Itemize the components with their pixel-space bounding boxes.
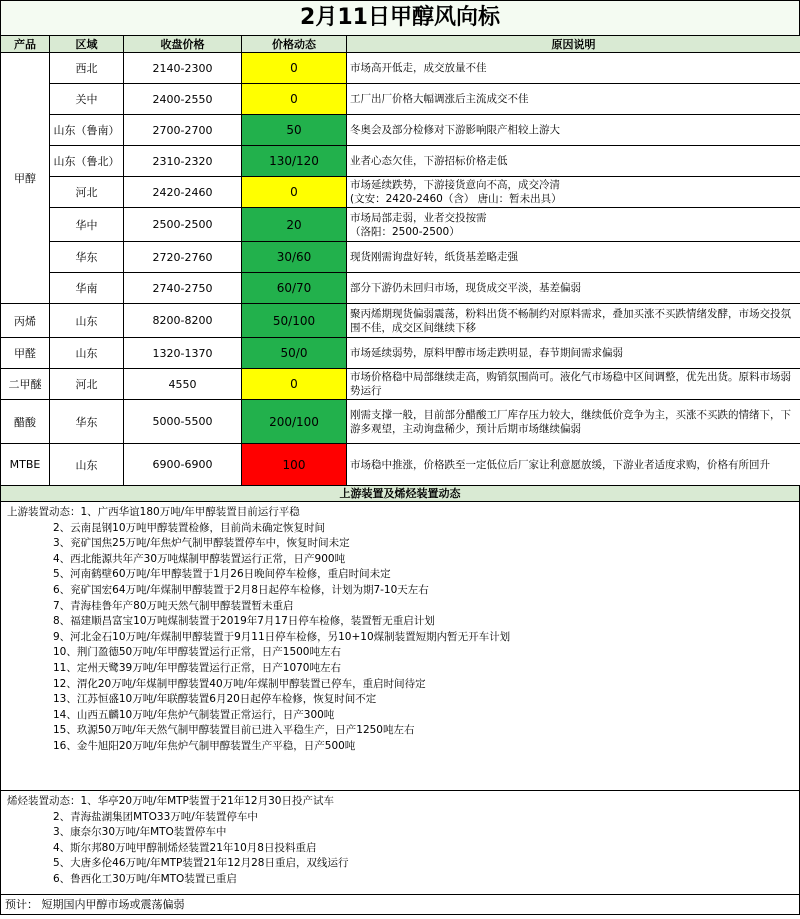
upstream-item: 12、渭化20万吨/年煤制甲醇装置40万吨/年煤制甲醇装置已停车，重启时间待定 bbox=[53, 677, 426, 690]
table-row bbox=[1, 304, 800, 338]
forecast-text: 短期国内甲醇市场或震荡偏弱 bbox=[41, 898, 185, 911]
product-cell: 丙烯 bbox=[1, 304, 50, 338]
region-cell: 华南 bbox=[50, 273, 124, 304]
price-cell: 6900-6900 bbox=[124, 444, 242, 486]
page-title: 2月11日甲醇风向标 bbox=[0, 0, 800, 35]
region-cell: 山东（鲁南） bbox=[50, 115, 124, 146]
table-row bbox=[1, 242, 800, 273]
price-table-body bbox=[1, 53, 800, 486]
reason-cell: 市场延续弱势，原料甲醇市场走跌明显，春节期间需求偏弱 bbox=[347, 338, 800, 369]
olefin-item: 5、大唐多伦46万吨/年MTP装置21年12月28日重启，双线运行 bbox=[53, 857, 349, 870]
olefin-item: 4、斯尔邦80万吨甲醇制烯烃装置21年10月8日投料重启 bbox=[53, 841, 317, 854]
change-cell: 0 bbox=[242, 177, 347, 208]
reason-cell: 工厂出厂价格大幅调涨后主流成交不佳 bbox=[347, 84, 800, 115]
upstream-item: 16、金牛旭阳20万吨/年焦炉气制甲醇装置生产平稳，日产500吨 bbox=[53, 739, 356, 752]
table-row bbox=[1, 84, 800, 115]
table-row bbox=[1, 115, 800, 146]
price-cell: 5000-5500 bbox=[124, 400, 242, 444]
upstream-dynamics bbox=[0, 502, 800, 791]
reason-cell: 冬奥会及部分检修对下游影响限产相较上游大 bbox=[347, 115, 800, 146]
price-cell: 4550 bbox=[124, 369, 242, 400]
change-cell: 60/70 bbox=[242, 273, 347, 304]
region-cell: 华中 bbox=[50, 208, 124, 242]
table-row bbox=[1, 177, 800, 208]
price-cell: 2140-2300 bbox=[124, 53, 242, 84]
product-cell: 二甲醚 bbox=[1, 369, 50, 400]
table-row bbox=[1, 338, 800, 369]
reason-cell: 聚丙烯期现货偏弱震荡，粉料出货不畅制约对原料需求，叠加买涨不买跌情绪发酵，市场交投氛围不佳，成交区间继续下移 bbox=[347, 304, 800, 338]
price-cell: 2500-2500 bbox=[124, 208, 242, 242]
change-cell: 50/100 bbox=[242, 304, 347, 338]
upstream-list bbox=[7, 521, 793, 755]
region-cell: 山东 bbox=[50, 338, 124, 369]
header-product: 产品 bbox=[1, 36, 50, 53]
olefin-item: 6、鲁西化工30万吨/年MTO装置已重启 bbox=[53, 872, 237, 885]
region-cell: 西北 bbox=[50, 53, 124, 84]
change-cell: 30/60 bbox=[242, 242, 347, 273]
price-cell: 2400-2550 bbox=[124, 84, 242, 115]
upstream-item: 4、西北能源共年产30万吨煤制甲醇装置运行正常，日产900吨 bbox=[53, 552, 346, 565]
table-row bbox=[1, 53, 800, 84]
table-row bbox=[1, 208, 800, 242]
upstream-item: 6、兖矿国宏64万吨/年煤制甲醇装置于2月8日起停车检修，计划为期7-10天左右 bbox=[53, 583, 429, 596]
price-table bbox=[0, 35, 800, 486]
upstream-item: 5、河南鹤壁60万吨/年甲醇装置于1月26日晚间停车检修，重启时间未定 bbox=[53, 568, 391, 581]
upstream-item: 3、兖矿国焦25万吨/年焦炉气制甲醇装置停车中，恢复时间未定 bbox=[53, 537, 350, 550]
olefin-dynamics bbox=[0, 791, 800, 895]
reason-cell: 业者心态欠佳，下游招标价格走低 bbox=[347, 146, 800, 177]
olefin-list bbox=[7, 810, 793, 888]
price-cell: 2740-2750 bbox=[124, 273, 242, 304]
upstream-item: 11、定州天鹭39万吨/年甲醇装置运行正常，日产1070吨左右 bbox=[53, 661, 341, 674]
forecast-label: 预计： bbox=[5, 898, 38, 911]
header-change: 价格动态 bbox=[242, 36, 347, 53]
upstream-item: 2、云南昆钢10万吨甲醇装置检修，目前尚未确定恢复时间 bbox=[53, 521, 326, 534]
upstream-label: 上游装置动态： bbox=[7, 506, 81, 518]
upstream-item: 10、荆门盈德50万吨/年甲醇装置运行正常，日产1500吨左右 bbox=[53, 646, 341, 659]
region-cell: 华东 bbox=[50, 242, 124, 273]
reason-cell: 市场稳中推涨，价格跌至一定低位后厂家让利意愿放缓，下游业者适度求购，价格有所回升 bbox=[347, 444, 800, 486]
price-cell: 2700-2700 bbox=[124, 115, 242, 146]
reason-cell: 刚需支撑一般，目前部分醋酸工厂库存压力较大，继续低价竞争为主，买涨不买跌的情绪下，下游多观望，主动询盘稀少，预计后期市场继续偏弱 bbox=[347, 400, 800, 444]
table-row bbox=[1, 369, 800, 400]
price-cell: 2720-2760 bbox=[124, 242, 242, 273]
region-cell: 山东 bbox=[50, 304, 124, 338]
change-cell: 50/0 bbox=[242, 338, 347, 369]
product-cell: 甲醛 bbox=[1, 338, 50, 369]
header-region: 区域 bbox=[50, 36, 124, 53]
reason-cell: 市场局部走弱，业者交投按需 （洛阳：2500-2500） bbox=[347, 208, 800, 242]
upstream-line-first bbox=[7, 505, 793, 521]
upstream-item: 13、江苏恒盛10万吨/年联醇装置6月20日起停车检修，恢复时间不定 bbox=[53, 693, 377, 706]
change-cell: 130/120 bbox=[242, 146, 347, 177]
upstream-item: 14、山西五麟10万吨/年焦炉气制装置正常运行，日产300吨 bbox=[53, 708, 335, 721]
price-cell: 2310-2320 bbox=[124, 146, 242, 177]
upstream-item: 8、福建顺昌富宝10万吨煤制装置于2019年7月17日停车检修，装置暂无重启计划 bbox=[53, 615, 435, 628]
reason-cell: 部分下游仍未回归市场，现货成交平淡，基差偏弱 bbox=[347, 273, 800, 304]
table-row bbox=[1, 273, 800, 304]
olefin-line-first bbox=[7, 794, 793, 810]
region-cell: 河北 bbox=[50, 177, 124, 208]
upstream-section-title: 上游装置及烯烃装置动态 bbox=[0, 486, 800, 502]
region-cell: 山东 bbox=[50, 444, 124, 486]
header-reason: 原因说明 bbox=[347, 36, 800, 53]
change-cell: 0 bbox=[242, 84, 347, 115]
region-cell: 关中 bbox=[50, 84, 124, 115]
change-cell: 100 bbox=[242, 444, 347, 486]
change-cell: 20 bbox=[242, 208, 347, 242]
change-cell: 0 bbox=[242, 369, 347, 400]
upstream-item: 9、河北金石10万吨/年煤制甲醇装置于9月11日停车检修，另10+10煤制装置短期内暂无开车计划 bbox=[53, 630, 511, 643]
header-row bbox=[1, 36, 800, 53]
product-cell: MTBE bbox=[1, 444, 50, 486]
region-cell: 河北 bbox=[50, 369, 124, 400]
price-cell: 8200-8200 bbox=[124, 304, 242, 338]
table-row bbox=[1, 146, 800, 177]
upstream-item: 15、玖源50万吨/年天然气制甲醇装置目前已进入平稳生产，日产1250吨左右 bbox=[53, 724, 415, 737]
change-cell: 0 bbox=[242, 53, 347, 84]
upstream-item: 1、广西华谊180万吨/年甲醇装置目前运行平稳 bbox=[80, 506, 300, 518]
reason-cell: 市场价格稳中局部继续走高，购销氛围尚可。液化气市场稳中区间调整，优先出货。原料市场弱势运行 bbox=[347, 369, 800, 400]
region-cell: 山东（鲁北） bbox=[50, 146, 124, 177]
region-cell: 华东 bbox=[50, 400, 124, 444]
upstream-item: 7、青海桂鲁年产80万吨天然气制甲醇装置暂未重启 bbox=[53, 599, 294, 612]
forecast-row bbox=[0, 895, 800, 915]
reason-cell: 市场高开低走，成交放量不佳 bbox=[347, 53, 800, 84]
product-cell: 甲醇 bbox=[1, 53, 50, 304]
olefin-item: 1、华亭20万吨/年MTP装置于21年12月30日投产试车 bbox=[80, 795, 334, 807]
olefin-item: 2、青海盐湖集团MTO33万吨/年装置停车中 bbox=[53, 810, 258, 823]
header-price: 收盘价格 bbox=[124, 36, 242, 53]
change-cell: 50 bbox=[242, 115, 347, 146]
table-row bbox=[1, 400, 800, 444]
price-cell: 1320-1370 bbox=[124, 338, 242, 369]
table-row bbox=[1, 444, 800, 486]
product-cell: 醋酸 bbox=[1, 400, 50, 444]
reason-cell: 现货刚需询盘好转，纸货基差略走强 bbox=[347, 242, 800, 273]
change-cell: 200/100 bbox=[242, 400, 347, 444]
reason-cell: 市场延续跌势，下游接货意向不高，成交冷清 (文安：2420-2460（含） 唐山：暂未出具） bbox=[347, 177, 800, 208]
olefin-label: 烯烃装置动态： bbox=[7, 795, 81, 807]
price-cell: 2420-2460 bbox=[124, 177, 242, 208]
olefin-item: 3、康奈尔30万吨/年MTO装置停车中 bbox=[53, 826, 227, 839]
